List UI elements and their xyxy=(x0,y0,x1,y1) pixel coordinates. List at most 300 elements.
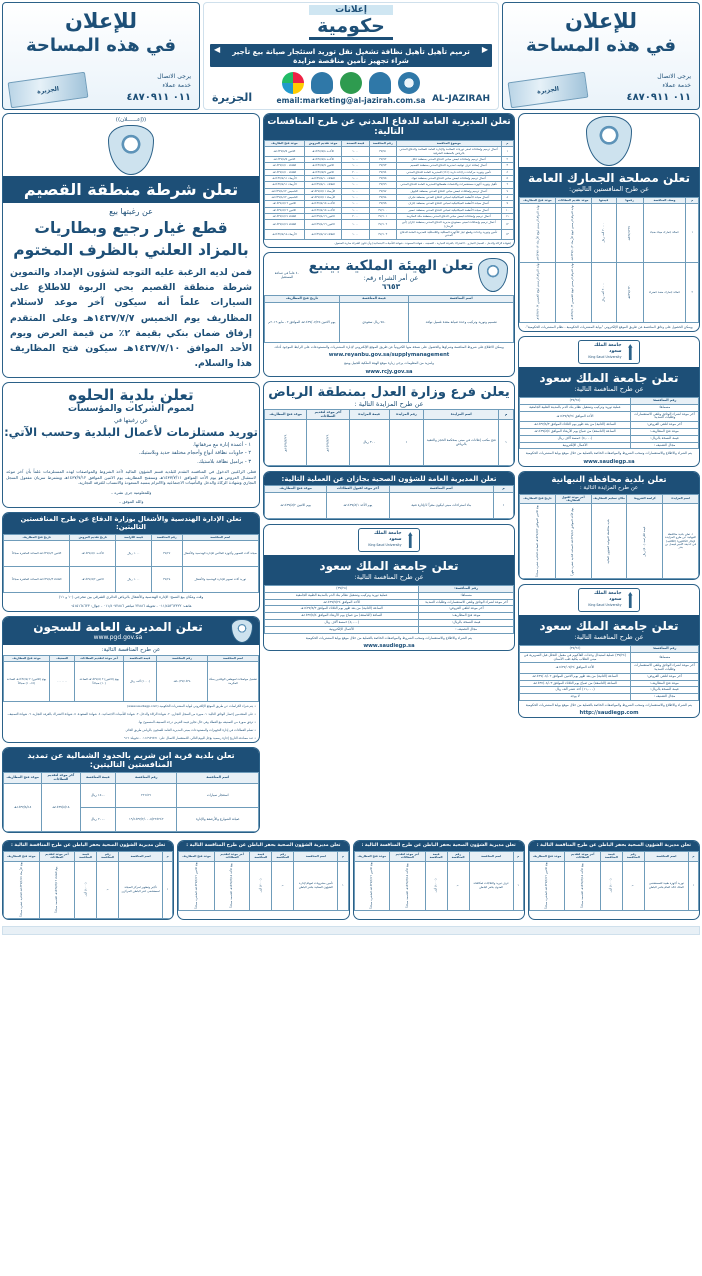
cell-open: الثلاثاء ١٤٣٧/٨/٣هـ الساعة العاشرة صباحاً xyxy=(4,567,70,593)
nabhaniyah-title-text: تعلن بلدية محافظة النبهانية xyxy=(551,474,667,485)
cell-open: يوم الاثنين الموافق ١٤٣٧/٨/٢هـ الساعة الحادية عشرة صباحاً xyxy=(520,504,556,579)
cell-value: الساعة (الثانية) من بعد ظهر يوم الثلاثاء الموافق ١٤٣٧/٨/٣هـ xyxy=(520,422,631,429)
ksu-3724-title xyxy=(519,615,699,645)
cell-no: ٣٧/١٠٢ xyxy=(369,220,396,230)
ad-space-line2: في هذه المساحة xyxy=(526,35,676,56)
cell-subject: أعمال إضافة غرف توقيف لمديرية الدفاع المدني بمنطقة القصيم xyxy=(396,163,501,169)
th-open: تاريخ فتح المظاريف xyxy=(4,534,70,540)
cell-open: الثلاثاء ١٤٣٧/٨/١٧هـ xyxy=(265,220,305,230)
cell-idx: ١٣ xyxy=(501,229,513,239)
defense-eng-title: تعلن الإدارة الهندسية والأشغال بوزارة الدفاع عن طرح المنافستين التاليتين: xyxy=(3,513,259,534)
cell-value: الأعمال الإلكترونية xyxy=(265,626,419,633)
cell-idx: ١ xyxy=(688,861,698,911)
th-name: اسم المنافسة xyxy=(409,296,514,303)
column-right xyxy=(518,113,700,722)
cell-date: يوم الاثنين ١٤٣٧/٠٧/٢٥هـ الموافق ٠٢ مايو ٢٠١٦م xyxy=(265,303,340,343)
palette-icon xyxy=(282,72,304,94)
th-value: قيمة المنافسة xyxy=(425,851,447,861)
cell-open: الثلاثاء ١٤٣٧/٨/١٧هـ xyxy=(265,213,305,219)
th-deadline: آخر موعد لتقديم العطاءات xyxy=(390,851,426,861)
cell-place: بلدية محافظة النبهانية الشؤون المالية xyxy=(591,504,627,579)
cell-deadline: يوم الأحد ١٤٣٧/٤/١٥هـ التاسعة صباحاً xyxy=(565,861,601,911)
health-small-table xyxy=(529,851,699,911)
cell-open: يوم (الاثنين) ٢ /١٤٣٧/٨هـ الساعة (١٠،١٥) صباحاً xyxy=(4,662,50,702)
cell-name: تشغيل مواصلات لموظفي الوافدين بمكة المكرمة xyxy=(208,662,259,702)
ksu-center-subtitle: عن طرح المنافسة التالية: xyxy=(354,573,424,582)
cell-offers: الثلاثاء ١٤٣٧/٨/١٠هـ xyxy=(304,175,341,181)
th-no: رقم المنافسة xyxy=(157,655,208,661)
ksu-3724-note: يتم الشراء والاطلاع والاستفسارات وسحب الشروط والمواصفات الخاصة بالعملية من خلال موقع بوابة المشتريات الحكومية xyxy=(525,702,693,707)
yanbu-table xyxy=(264,295,514,343)
ksu-center-link[interactable]: www.saudiegp.sa xyxy=(363,643,415,650)
cell-price: ١٠٠٠ xyxy=(342,229,369,239)
cell-booklet: قيمة الكراسة (٥٠٠) ريال xyxy=(627,504,663,579)
cell-price: ٢٠٠٠ xyxy=(342,169,369,175)
cell-booklet: ١٠٠٠ ريال xyxy=(116,541,152,567)
cell-value: (١٠٠٠) ألف xyxy=(600,861,622,911)
cell-open: ١٤٣٨/٧/٢٩هـ xyxy=(265,420,307,466)
cell-price: ١٠٠٠ xyxy=(342,175,369,181)
cell-no: ١ xyxy=(97,861,119,919)
cell-value: (٥,٠٠٠) خمسة آلاف ريال xyxy=(520,435,631,442)
th-open: تاريخ فتح المظاريف xyxy=(520,494,556,504)
cell-idx: ١ xyxy=(338,861,348,911)
police-emblem-icon xyxy=(108,125,154,175)
th-open: موعد فتح المظاريف xyxy=(4,773,42,784)
ksu-center-title xyxy=(264,555,514,585)
cell-price: ١٠٠٠ xyxy=(342,207,369,213)
th-open: موعد فتح المظاريف xyxy=(520,198,556,204)
th-name: اسم المزايدة xyxy=(663,494,699,504)
bottom-health-ads xyxy=(2,840,700,924)
rcjy-emblem-icon xyxy=(478,258,508,292)
contact-label: يرجى الاتصال xyxy=(657,73,691,80)
cell-deadline: يوم الأحد ١٤٣٧/٤/١٥هـ التاسعة صباحاً xyxy=(214,861,250,911)
ksu-logo-en-b: King Saud University xyxy=(588,602,622,607)
cell-value: (٢٠٠٠) ألف xyxy=(250,861,272,911)
th-open: موعد فتح المظاريف xyxy=(265,486,327,493)
cell-no: ١ xyxy=(389,420,424,466)
hilwa-body: فعلى الراغبين الدخول في المنافسة التقدم للبلدية قسم الشؤون المالية لأخذ الشروط والمواصفات لهذه المستلزمات علماً بأن آخر موعد لاستقبال العروض هو يوم الأحد الموافق ١٤٣٧/٧/١١هـ وستفتح المظاريف يوم الاثنين الموافق ١٤٣٧/٧/١٢هـ ويشترط سريان مفعول السجل التجاري وشهادة الزكاة والدخل والتأمينات الاجتماعية والالتزام بنسبة السعودة والانتساب للغرفة التجارية. xyxy=(6,468,256,486)
hilwa-footer1: وللمعلومية جرى نشره .. xyxy=(110,489,152,495)
cell-idx: ٦ xyxy=(501,182,513,188)
customs-table xyxy=(519,197,699,323)
marketing-email[interactable]: email:marketing@al-jazirah.com.sa xyxy=(276,96,426,105)
yanbu-title: تعلن الهيئة الملكية بينبع xyxy=(308,258,474,275)
cell-desc: حمالة جمارك ميناء ضباء xyxy=(643,204,686,262)
qassim-body: فمن لديه الرغبة عليه التوجه لشؤون الإمداد والتموين شرطة منطقة القصيم بحي الربوة للاطلاع على السيارات علماً أنه سيكون آخر موعد لاستلام المظاريف يوم الخميس ١٤٣٧/٧/٧هـ وعلى المتقدم إرفاق ضمان بنكي بقيمة ٢٪ من قيمة العرض ويوم الأحد الموافق ١٤٣٧/٧/١٠هـ سيكون فتح المظاريف هذا والسلام. xyxy=(10,267,252,369)
saudi-emblem-icon xyxy=(586,116,632,166)
th-value: قيمة المنافسة xyxy=(339,296,409,303)
cell-open: نهاية الدوام الرسمي ليوم الخميس ١٤٣٧/١٠/٣هـ xyxy=(520,262,556,322)
cell-idx: ٢ xyxy=(686,262,699,322)
health-small-title: تعلن مديرية الشؤون الصحية بحفر الباطن عن طرح المنافسة التالية : xyxy=(354,841,524,851)
ksu-logo-ar: جامعة الملك سعود xyxy=(594,343,622,355)
th-value: قيمة المزايدة xyxy=(349,409,389,420)
cell-open: الاثنين ١٤٣٧/٨/٩هـ xyxy=(265,147,305,157)
cell-offers: الاثنين ١٤٣٧/٨/١٦هـ xyxy=(304,213,341,219)
cell-subject: تأمين وتوريد وحدات وقطع غيار للأجهزة السلكية واللاسلكية للمديرية العامة للدفاع المدني xyxy=(396,229,501,239)
cell-idx: ٩ xyxy=(501,201,513,207)
yanbu-link-1[interactable]: www.reyanbu.gov.sa/supplymanagement xyxy=(328,352,450,359)
ksu-logo-text-c xyxy=(362,531,402,549)
contact-phone: ٠١١ ٤٨٧٠٩١١ xyxy=(626,92,691,103)
ad-health-small xyxy=(2,840,174,920)
qassim-title: تعلن شرطة منطقة القصيم xyxy=(3,176,259,203)
cell-value: لا يوجد xyxy=(520,694,631,701)
cell-offers: الاثنين ١٤٣٧/٨/١٦هـ xyxy=(304,220,341,230)
table-row xyxy=(520,694,699,701)
table-row xyxy=(4,783,259,807)
cell-subject: أعمال ترميم وإضافات لبعض مباني الدفاع المدني بمنطقة تبوك xyxy=(396,175,501,181)
cell-value: ٣٠٠ ريال xyxy=(349,420,389,466)
ksu-3725-table xyxy=(519,397,699,449)
table-row xyxy=(265,586,514,593)
table-row xyxy=(265,599,514,606)
ad-health-small xyxy=(177,840,349,920)
column-left xyxy=(2,113,260,837)
table-header-row xyxy=(4,851,173,861)
cell-no: ٣٧/٩٥ xyxy=(369,175,396,181)
cell-no: ١ xyxy=(272,861,294,911)
table-row xyxy=(265,626,514,633)
nabhaniyah-table xyxy=(519,494,699,579)
cell-label: مجال التصنيف : xyxy=(630,442,698,449)
cell-open: الثلاثاء ١٤٣٧/٨/١٠هـ xyxy=(265,169,305,175)
th-comp-no: رقم المنافسة: xyxy=(630,398,698,405)
emblem-icon xyxy=(340,72,362,94)
th-idx: م xyxy=(499,409,514,420)
th-no: رقم المنافسة xyxy=(97,851,119,861)
th-idx: م xyxy=(686,198,699,204)
th-date: تاريخ فتح المظاريف xyxy=(265,296,340,303)
ad-royal-commission-yanbu xyxy=(263,252,515,377)
cell-price: ١٠٠٠ xyxy=(342,163,369,169)
cell-no: ١ xyxy=(447,861,469,911)
th-no: رقم المنافسة xyxy=(622,851,644,861)
cell-no: ٣٧/٩٧ xyxy=(369,188,396,194)
th-open: موعد فتح المظاريف xyxy=(529,851,565,861)
cell-open: ١٤٣٧/٨/١٨هـ xyxy=(4,783,42,831)
cell-label: قيمة النسخة بالريال: xyxy=(630,435,698,442)
cell-price: ١٠٠٠ xyxy=(342,220,369,230)
cell-subject: تأمين وتوريد مركبات دراجات نارية (١٤١) للمديرية العامة للدفاع المدني xyxy=(396,169,501,175)
th-submit: موعد تقديم العطاءات xyxy=(555,198,591,204)
defense-eng-table xyxy=(3,534,259,593)
prisons-title: تعلن المديرية العامة للسجون xyxy=(33,620,203,635)
cell-submit: الأحــد ١٤٣٧/٨/١هـ xyxy=(70,541,116,567)
cell-idx: ١١ xyxy=(501,213,513,219)
yanbu-note: ويمكن الاطلاع على شروط المنافسة وشراؤها والحصول على نسخة منها الكترونياً عن طريق الموقع الإلكتروني لإدارة المشتريات والمستودعات على الرابط الموجود أدناه. xyxy=(274,345,504,349)
th-name: اسم المنافسة xyxy=(644,851,688,861)
cell-value: الأحد الموافق ١٤٣٧/٧/٢٤هـ xyxy=(520,411,631,422)
cell-idx: ١ xyxy=(513,861,523,911)
yanbu-note-2: ولمزيد من المعلومات يرجى زيارة موقع الهيئة الملكية للجبيل وينبع xyxy=(344,361,434,366)
contact-phone-b: ٠١١ ٤٨٧٠٩١١ xyxy=(126,92,191,103)
th-value: قيمة المنافسة xyxy=(80,773,116,784)
health-jazan-title: تعلن المديرية العامة للشؤون الصحية بجازان عن العملية التالية: xyxy=(264,472,514,485)
yanbu-link-2[interactable]: www.rcjy.gov.sa xyxy=(365,368,413,375)
customs-subtitle: عن طرح المنافستين التاليتين: xyxy=(569,185,649,193)
table-row xyxy=(265,592,514,599)
table-row xyxy=(4,861,173,919)
hilwa-heading: توريد مستلزمات لأعمال البلدية وحسب الآتي: xyxy=(4,424,258,439)
cell-label: قيمة النسخة بالريال: xyxy=(419,620,514,627)
ad-health-small xyxy=(528,840,700,920)
cell-open: يوم الاثنين ١٤٣٧/٤/١٦هـ العاشرة صباحاً xyxy=(179,861,215,911)
ibn-shuraim-title: تعلن بلدية قرية ابن شريم بالحدود الشمالية عن تمديد المنافستين التاليتين: xyxy=(3,748,259,772)
th-idx: م xyxy=(163,851,173,861)
civil-defense-footnote: (شهادة الزكاة والدخل - السجل التجاري - الاشتراك بالغرفة التجارية - التصنيف - شهادة السعودة - شهادة التأمينات الاجتماعية) وأن تكون الشركة سارية المفعول. xyxy=(333,240,511,245)
cell-val: ٢٠٠٠٠ ألف ريال xyxy=(591,262,616,322)
cell-open: يوم الأربعاء ١٤٣٧/٤/١٧هـ الحادية عشرة صباحاً xyxy=(4,861,40,919)
cell-value: (١١,٠٠٠) أحد عشر ألف ريال xyxy=(520,687,631,694)
cell-offers: الاثنين ١٤٣٧/٨/٩هـ xyxy=(304,169,341,175)
table-row xyxy=(520,673,699,680)
cell-submit: الاثنين ١٤٣٧/٨/٢هـ xyxy=(70,567,116,593)
tree-icon xyxy=(311,72,333,94)
cell-label: آخر موعد لشراء الوثائق وتلقي الاستفسارات وطلبات التمديد: xyxy=(630,663,698,674)
ksu-3724-link[interactable]: http://saudiegp.com xyxy=(579,710,639,717)
cell-deadline: يوم الأحد الموافق ١٤٣٧/٨/١هـ الساعة الثانية عشرة ظهراً xyxy=(555,504,591,579)
ad-space-line1-b: للإعلان xyxy=(64,9,138,33)
cell-name: تأجير وتطوير لمركز الصيانة لمستشفى حفر الباطن المركزي xyxy=(119,861,163,919)
cell-name: ١. تعلن بلدية محافظة النبهانية عن طرح المزايدة لإيجار الكافتيريا (الكافيه) في حديقة الأمير فيصل بن بندر xyxy=(663,504,699,579)
yanbu-order-no: ٦٦٥٣ xyxy=(381,282,401,292)
th-comp-no-b: رقم المنافسة: xyxy=(630,645,698,652)
ad-qassim-police xyxy=(2,113,260,378)
ad-ibn-shuraim xyxy=(2,747,260,833)
cell-open: الأربعاء ١٤٣٧/٨/١٨هـ xyxy=(265,229,305,239)
cell-no: ٣٧/١٠٣ xyxy=(369,229,396,239)
ad-ksu-center-bottom xyxy=(263,524,515,651)
th-open: موعد فتح الظاريف xyxy=(265,141,305,147)
table-row xyxy=(520,663,699,674)
health-small-table xyxy=(354,851,524,911)
table-row xyxy=(520,404,699,411)
cell-desc: حمالة جمارك منفذ خضراء xyxy=(643,262,686,322)
table-row xyxy=(265,493,514,519)
cell-idx: ٤ xyxy=(501,169,513,175)
table-header-row xyxy=(179,851,348,861)
cell-value: عملية توريد وتركيب وتشغيل نظام بنك الدم بالمدينة الطبية الجامعية xyxy=(265,592,419,599)
th-open: موعد فتح المظاريف xyxy=(179,851,215,861)
table-row xyxy=(529,861,698,911)
cell-value: الساعة (الثانية) من بعد ظهر يوم الاثنين الموافق ١٤٣٧/٠٨/٠٢هـ xyxy=(520,673,631,680)
cell-open: يوم الاثنين ١٤٣٧/٨/٢هـ xyxy=(265,493,327,519)
th-offers: موعد تقديم العروض xyxy=(304,141,341,147)
cell-value: (١٠٠٠) ألف xyxy=(75,861,97,919)
health-small-table xyxy=(178,851,348,911)
cell-value: الأحد الموافق ١٤٣٧/٧/٢٤هـ xyxy=(265,599,419,606)
th-no: رقمها xyxy=(616,198,643,204)
th-place: مكان تسليم المظاريف xyxy=(591,494,627,504)
health-small-title: تعلن مديرية الشؤون الصحية بحفر الباطن عن طرح المنافسة التالية : xyxy=(529,841,699,851)
cell-no: ٣٧/٩٩ xyxy=(369,201,396,207)
cell-value: الساعة (التاسعة) من صباح يوم الأربعاء الموافق ١٤٣٧/٨/٤هـ xyxy=(265,613,419,620)
ad-space-right[interactable] xyxy=(502,2,700,110)
cell-subject: أعمال صيانة الأنظمة الميكانيكية لمباني الدفاع المدني بمنطقة عسير xyxy=(396,207,501,213)
prisons-table xyxy=(3,655,259,702)
ksu-logo-text-b xyxy=(582,591,622,609)
cell-idx: ٣ xyxy=(501,163,513,169)
prisons-note-line: • يتم شراء الكراسات عن طريق الموقع الإلكتروني لبوابة المشتريات الحكومية (www.saudiegp.com) xyxy=(127,704,256,709)
prisons-subtitle: عن طرح المنافسة التالية: xyxy=(101,646,161,653)
ad-space-left[interactable] xyxy=(2,2,200,110)
cell-subject: أعمال ترميم وإضافات لمبنى مستودع مديرية الدفاع المدني بمنطقة جازان (أبي الرمان) xyxy=(396,220,501,230)
cell-no: ٤٣٧/١٢٢٩هـ xyxy=(616,204,643,262)
cell-price: ١٠٠٠ xyxy=(342,156,369,162)
ad-customs xyxy=(518,113,700,332)
th-booklet: كراسة الشروط xyxy=(627,494,663,504)
cell-name: استئجار سيارات xyxy=(177,783,259,807)
contact-label-b: يرجى الاتصال xyxy=(157,73,191,80)
prisons-note-line: • تسلم العطاءات في إدارة التجهيزات والمستودعات بمبنى المديرية العامة للسجون بالرياض طريق الحائر. xyxy=(125,728,256,733)
cell-no: ٣٧/٩٦ xyxy=(369,182,396,188)
cell-label: مسماها: xyxy=(630,404,698,411)
cell-value: (٣٧/٢٤) عملية استبدال وحدات الفاكيوم في معمل التحلل قبل السريرية في مبنى الطلاب بكلية طب الأسنان xyxy=(520,652,631,663)
th-open: موعد فتح المظاريف xyxy=(354,851,390,861)
ad-hilwa-municipality xyxy=(2,382,260,508)
list-item: ٢ - حاويات نظافة أنواع وأحجام مختلفة حديد وبلاستيك. xyxy=(138,450,251,457)
ksu-logo-c xyxy=(358,528,420,552)
table-row xyxy=(265,606,514,613)
cell-label: مسماها: xyxy=(419,592,514,599)
gear-icon xyxy=(398,72,420,94)
cell-idx: ٧ xyxy=(501,188,513,194)
table-header-row xyxy=(265,486,514,493)
table-row xyxy=(520,204,699,262)
cell-open: يوم الاثنين ١٤٣٧/٤/١٦هـ العاشرة صباحاً xyxy=(529,861,565,911)
cell-open: الخميس ١٤٣٧/٨/١٢هـ xyxy=(265,194,305,200)
cell-idx: ١ xyxy=(686,204,699,262)
cell-offers: الأحــد ١٤٣٧/٨/٨هـ xyxy=(304,156,341,162)
th-idx: م xyxy=(494,486,514,493)
cell-no: ٢٢١٤٢١ xyxy=(116,783,177,807)
ksu-logo-b xyxy=(578,588,640,612)
ksu-3725-title xyxy=(519,367,699,397)
ksu-logo-ar-c: جامعة الملك سعود xyxy=(374,531,402,543)
cell-offers: الأربعاء ١٤٣٧/٨/١١هـ xyxy=(304,194,341,200)
th-class: التصنيف xyxy=(49,655,75,661)
cell-offers: الأربعاء ١٤٣٧/٨/١١هـ xyxy=(304,188,341,194)
ksu-3725-link[interactable]: www.saudiegp.sa xyxy=(583,458,635,465)
ksu-logo-ar-b: جامعة الملك سعود xyxy=(594,591,622,603)
contact-label2-b: خدمة عملاء xyxy=(162,82,191,89)
ibn-shuraim-table xyxy=(3,772,259,832)
ad-ministry-justice xyxy=(263,381,515,468)
table-row xyxy=(520,262,699,322)
cell-value: عملية توريد وتركيب وتشغيل نظام بنك الدم بالمدينة الطبية الجامعية xyxy=(520,404,631,411)
cell-subject: أعمال صيانة الأنظمة الميكانيكية لمباني الدفاع المدني بمنطقة نجران xyxy=(396,194,501,200)
table-row xyxy=(265,147,514,157)
th-booklet: قيمة الكراسة xyxy=(116,534,152,540)
ksu-3724-subtitle: عن طرح المنافسة التالية: xyxy=(574,632,644,641)
table-row xyxy=(265,229,514,239)
cell-price: ١٠٠٠ xyxy=(342,188,369,194)
cell-open: الخميس ١٤٣٧/٨/١٢هـ xyxy=(265,188,305,194)
cell-open: الاثنين ١٤٣٧/٨/٩هـ xyxy=(265,156,305,162)
cell-open: الاثنين ١٤٣٧/٨/٢هـ الساعة العاشرة صباحاً xyxy=(4,541,70,567)
hilwa-title: تعلن بلدية الحلوه xyxy=(68,385,194,404)
masthead-logo xyxy=(309,5,393,40)
ksu-center-note: يتم الشراء والاطلاع والاستفسارات وسحب الشروط والمواصفات الخاصة بالعملية من خلال موقع بوابة المشتريات الحكومية xyxy=(305,635,473,640)
cell-open: الاثنين ١٤٣٧/٨/١٦هـ xyxy=(265,201,305,207)
cell-idx: ١٢ xyxy=(501,220,513,230)
th-desc: وصف المنافسة xyxy=(643,198,686,204)
cell-open: الأربعاء ١٤٣٧/٨/١١هـ xyxy=(265,175,305,181)
cell-idx: ٢ xyxy=(501,156,513,162)
column-center xyxy=(263,113,515,655)
cell-value: ٧٥٠ ريال سعودي xyxy=(339,303,409,343)
th-idx: م xyxy=(513,851,523,861)
cell-price: ١٠٠٠ xyxy=(342,147,369,157)
health-jazan-table xyxy=(264,485,514,519)
cell-label: آخر موعد لتلقي العروض: xyxy=(630,673,698,680)
ksu-logo xyxy=(578,340,640,364)
moj-subtitle: عن طرح المزايدة التالية : xyxy=(354,399,424,408)
cell-offers: الأحــد ١٤٣٧/٨/٨هـ xyxy=(304,147,341,157)
th-open: موعد فتح المظاريف xyxy=(265,409,307,420)
cell-val: ٢٠٠٠٠ ألف ريال xyxy=(591,204,616,262)
th-deadline: آخر موعد لتقديم العطاءات xyxy=(42,773,80,784)
table-row xyxy=(520,687,699,694)
customs-note: ويمكن الحصول على وثائق المنافسة عن طريق الموقع الإلكتروني "بوابة المشتريات الحكومية - نظام المشتريات الحكومية". xyxy=(525,324,693,329)
ksu-3724-table xyxy=(519,645,699,701)
cell-open: نهاية الدوام الرسمي ليوم الأربعاء ١٤٣٧/١٠/٢هـ xyxy=(520,204,556,262)
table-row xyxy=(4,662,259,702)
th-open: موعد فتح المظاريف xyxy=(4,851,40,861)
cell-name: فتح مكتب إعلانات في مبنى بمحكمة الحجز والتنفيذ بالرياض xyxy=(424,420,499,466)
cell-name: صيانة الشوارع والأرصفة والإنارة xyxy=(177,807,259,831)
table-row xyxy=(520,429,699,436)
cell-comp-no: (٣٧/٢٥) xyxy=(520,398,631,405)
table-header-row xyxy=(4,773,259,784)
table-row xyxy=(520,504,699,579)
cell-deadline: يوم (الاثنين) ٢ /١٤٣٧/٨هـ الساعة (١٠) صباحاً xyxy=(75,662,123,702)
th-value: قيمة المنافسة xyxy=(123,655,156,661)
cell-value: الأحد الموافق ١٤٣٧/٠٧/٢٤هـ xyxy=(520,663,631,674)
table-header-row xyxy=(529,851,698,861)
cell-no: ٣٧/٩٢ xyxy=(369,156,396,162)
table-row xyxy=(520,422,699,429)
table-row xyxy=(265,613,514,620)
cell-open: الثلاثاء ١٤٣٧/٨/١٠هـ xyxy=(265,163,305,169)
newspaper-roll-graphic: الجزيرة xyxy=(508,72,589,109)
cell-label: قيمة النسخة بالريال: xyxy=(630,687,698,694)
th-name: اسم المزايدة xyxy=(424,409,499,420)
prisons-note-line: • ترفق صورة من التصنيف مع العطاء وفي حال تجاوز قيمة العرض درجة التصنيف المسموح بها. xyxy=(138,720,256,725)
th-name: اسم المنافسة xyxy=(177,773,259,784)
cell-label: آخر موعد لتلقي العروض: xyxy=(630,422,698,429)
cell-no: ١٩/١٤٣٧/٢/٠٠٠٥/٢٢٤٢٤٢ xyxy=(116,807,177,831)
cell-idx: ٨ xyxy=(501,194,513,200)
cell-label: موعد فتح المظاريف: xyxy=(419,613,514,620)
ad-health-small xyxy=(353,840,525,920)
prisons-url[interactable]: www.pgd.gov.sa xyxy=(93,634,143,642)
cell-value: الساعة (التاسعة) من صباح يوم الأربعاء الموافق ١٤٣٧/٨/٤هـ xyxy=(520,429,631,436)
cell-no: ٣٧/٢٨ xyxy=(151,567,182,593)
table-row xyxy=(520,652,699,663)
th-price: قيمة النسخة xyxy=(342,141,369,147)
contact-label2: خدمة عملاء xyxy=(662,82,691,89)
cell-label: موعد فتح المظاريف: xyxy=(630,429,698,436)
prisons-note-line: • عند مصادفة التاريخ إجازة رسمية يؤجل لليوم التالي. للاستفسار الاتصال على: ٠١١٤٩٤٩٤٢١ - تحويلة: ٩١٦ xyxy=(123,736,256,741)
masthead-top-label: إعلانات xyxy=(309,5,393,15)
cell-subject: أعمال ترميم وإضافات لبعض مباني الدفاع المدني بمنطقة مكة المكرمة xyxy=(396,213,501,219)
table-row xyxy=(520,411,699,422)
ksu-center-table xyxy=(264,585,514,633)
